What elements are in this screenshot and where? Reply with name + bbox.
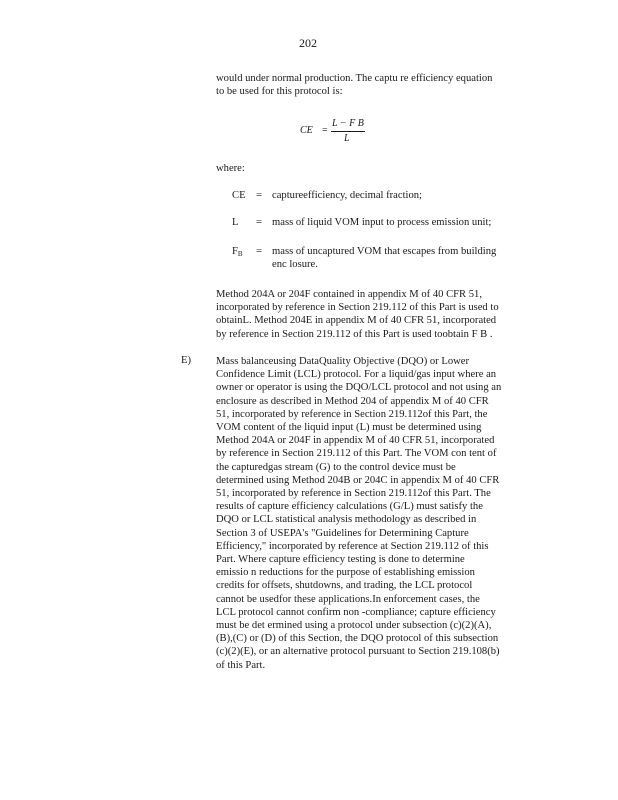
definition-equals: = (256, 246, 262, 257)
equation-numerator: L − F B (332, 118, 364, 129)
text-line: enclosure as described in Method 204 of appendix M of 40 CFR (216, 395, 489, 407)
text-line: Efficiency," incorporated by reference at Section 219.112 of this (216, 540, 489, 552)
section-e-label: E) (181, 355, 191, 366)
text-line: Method 204A or 204F contained in appendix M of 40 CFR 51, (216, 289, 483, 300)
text-line: Part. Where capture efficiency testing is done to determine (216, 554, 465, 566)
text-line: enc losure. (272, 259, 318, 271)
capture-efficiency-equation (300, 118, 380, 148)
text-line: by reference in Section 219.112 of this Part. The VOM con tent of (216, 448, 497, 460)
equation-denominator: L (344, 133, 350, 144)
where-label: where: (216, 163, 245, 174)
text-line: LCL protocol cannot confirm non -compliance; capture efficiency (216, 606, 496, 618)
definition-text (272, 245, 496, 271)
text-line: of this Part. (216, 659, 266, 671)
text-line: 51, incorporated by reference in Section 219.112of this Part. The (216, 488, 491, 500)
text-line: the capturedgas stream (G) to the control device must be (216, 461, 456, 473)
text-line: Confidence Limit (LCL) protocol. For a liquid/gas input where an (216, 369, 497, 381)
text-line: (B),(C) or (D) of this Section, the DQO protocol of this subsection (216, 633, 499, 645)
equation-equals: = (322, 125, 328, 136)
text-line: (c)(2)(E), or an alternative protocol pursuant to Section 219.108(b) (216, 646, 500, 658)
text-line: credits for offsets, shutdowns, and trading, the LCL protocol (216, 580, 473, 592)
text-line: DQO or LCL statistical analysis methodology as described in (216, 514, 477, 526)
definition-equals: = (256, 217, 262, 228)
text-line: results of capture efficiency calculations (G/L) must satisfy the (216, 501, 483, 513)
text-line: emissio n reductions for the purpose of establishing emission (216, 567, 475, 579)
text-line: cannot be usedfor these applications.In enforcement cases, the (216, 593, 480, 605)
method-paragraph (216, 288, 499, 341)
text-line: VOM content of the liquid input (L) must be determined using (216, 422, 482, 434)
text-line: mass of uncaptured VOM that escapes from building (272, 246, 497, 257)
definition-equals: = (256, 190, 262, 201)
text-line: incorporated by reference in Section 219.112 of this Part is used to (216, 302, 499, 314)
definition-text: captureefficiency, decimal fraction; (272, 190, 422, 201)
text-line: must be det ermined using a protocol under subsection (c)(2)(A), (216, 620, 492, 632)
text-line: Method 204A or 204F in appendix M of 40 CFR 51, incorporated (216, 435, 495, 447)
page-number: 202 (299, 36, 317, 50)
text-line: would under normal production. The captu re efficiency equation (216, 73, 493, 84)
text-line: 51, incorporated by reference in Section 219.112of this Part, the (216, 408, 488, 420)
text-line: obtainL. Method 204E in appendix M of 40 CFR 51, incorporated (216, 315, 497, 327)
text-line: determined using Method 204B or 204C in appendix M of 40 CFR (216, 474, 500, 486)
text-line: owner or operator is using the DQO/LCL protocol and not using an (216, 382, 502, 394)
symbol-subscript: B (237, 250, 243, 258)
fraction-bar (331, 131, 365, 132)
equation-lhs: CE (300, 125, 313, 136)
continuation-paragraph (216, 72, 492, 98)
text-line: to be used for this protocol is: (216, 86, 343, 98)
text-line: Mass balanceusing DataQuality Objective (DQO) or Lower (216, 356, 469, 367)
symbol-main: F (232, 246, 238, 257)
definition-symbol: L (232, 217, 239, 228)
definition-text: mass of liquid VOM input to process emission unit; (272, 217, 492, 228)
text-line: by reference in Section 219.112 of this Part is used toobtain F B . (216, 328, 493, 340)
definition-symbol: CE (232, 190, 246, 201)
text-line: Section 3 of USEPA's "Guidelines for Determining Capture (216, 527, 469, 539)
definition-symbol (232, 245, 243, 261)
section-e-body (216, 355, 501, 672)
